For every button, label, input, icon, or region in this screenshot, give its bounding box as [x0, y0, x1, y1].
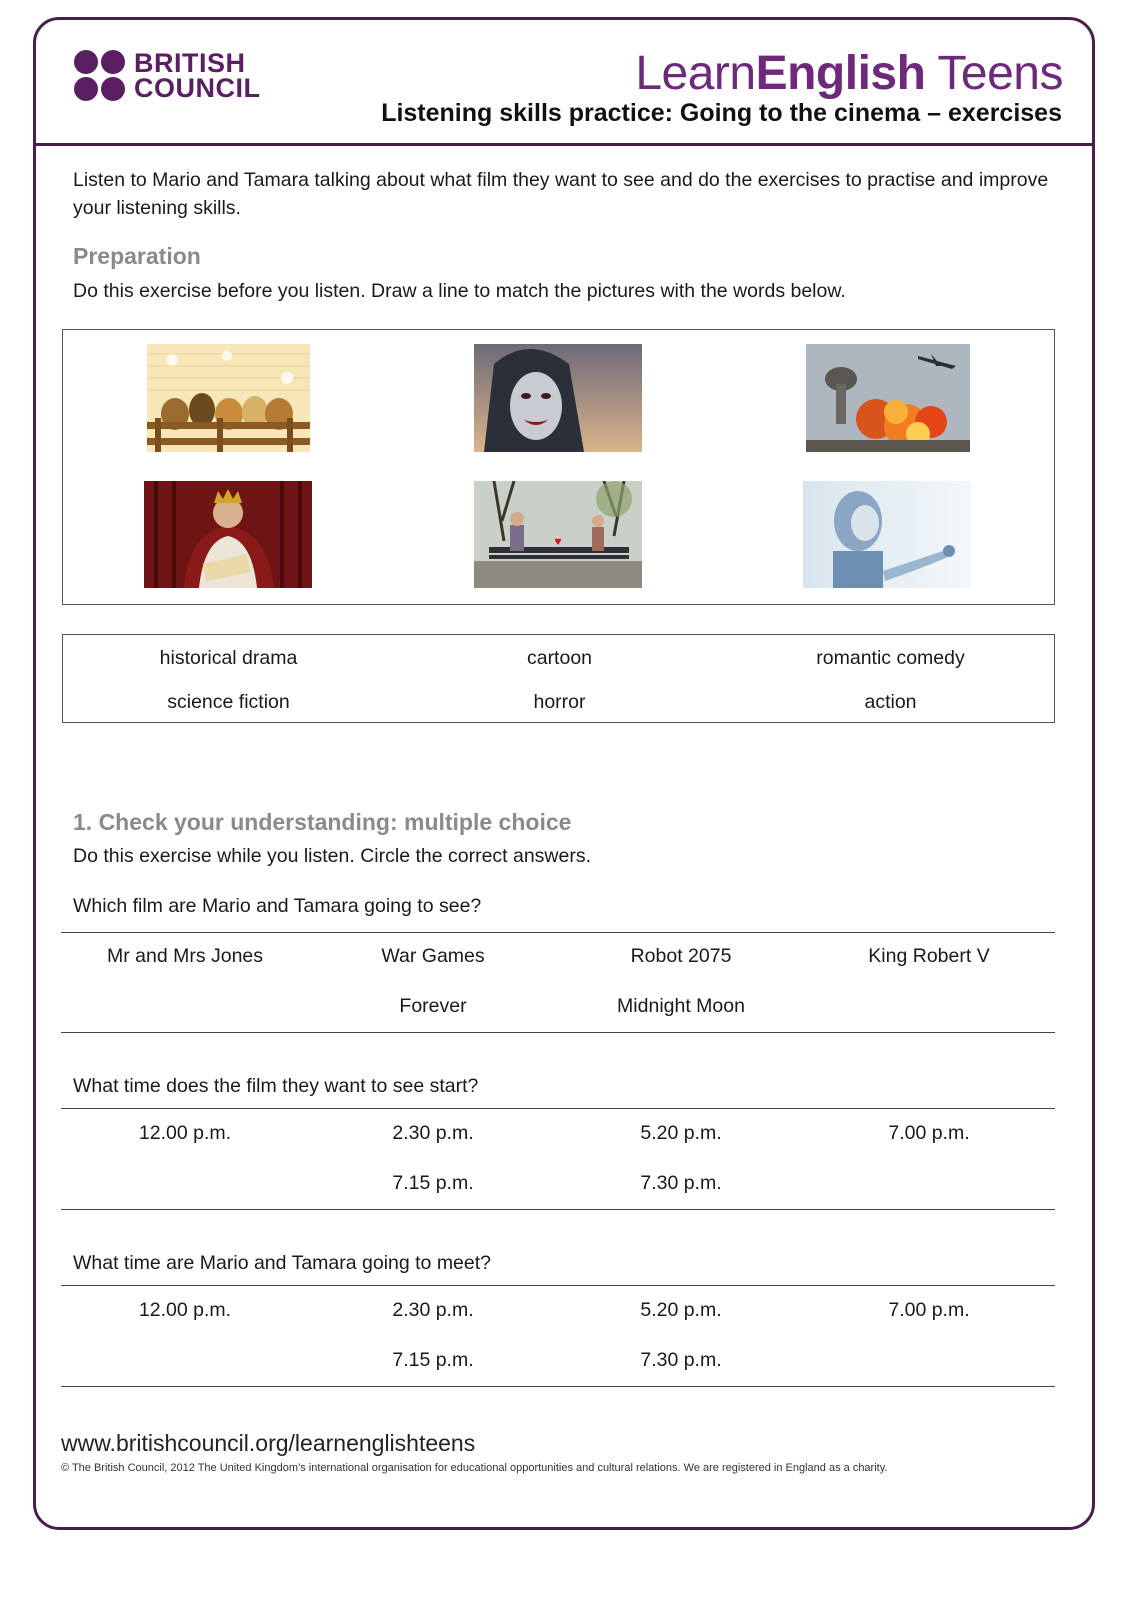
picture-romantic-comedy: [474, 481, 642, 588]
answer-option[interactable]: Midnight Moon: [617, 995, 745, 1017]
word-option: science fiction: [167, 691, 290, 713]
picture-science-fiction: [803, 481, 971, 588]
question-1: Which film are Mario and Tamara going to see?: [73, 895, 482, 917]
answer-option[interactable]: Forever: [399, 995, 467, 1017]
header-divider: [35, 143, 1093, 146]
answer-option[interactable]: Robot 2075: [630, 945, 732, 967]
question-3: What time are Mario and Tamara going to meet?: [73, 1252, 492, 1274]
words-box: [62, 634, 1055, 723]
answer-option[interactable]: 7.30 p.m.: [640, 1349, 722, 1371]
answer-option[interactable]: 7.30 p.m.: [640, 1172, 722, 1194]
answer-option[interactable]: 5.20 p.m.: [640, 1299, 722, 1321]
preparation-heading: Preparation: [73, 243, 201, 269]
exercise-1-instruction: Do this exercise while you listen. Circle the correct answers.: [73, 845, 592, 867]
answer-option[interactable]: 7.15 p.m.: [392, 1172, 474, 1194]
logo-learn: Learn: [635, 47, 756, 100]
answer-option[interactable]: War Games: [381, 945, 485, 967]
question-2: What time does the film they want to see start?: [73, 1075, 479, 1097]
answer-option[interactable]: 7.15 p.m.: [392, 1349, 474, 1371]
logo-line-1: BRITISH: [134, 47, 246, 78]
answer-option[interactable]: 7.00 p.m.: [888, 1122, 970, 1144]
word-option: romantic comedy: [816, 647, 965, 669]
british-council-dots-icon: [74, 50, 125, 101]
answer-option[interactable]: Mr and Mrs Jones: [106, 945, 264, 967]
question-2-options: [61, 1108, 1055, 1210]
picture-cartoon: [147, 344, 310, 452]
pictures-box: [62, 329, 1055, 605]
answer-option[interactable]: King Robert V: [868, 945, 990, 967]
answer-option[interactable]: 12.00 p.m.: [138, 1122, 232, 1144]
british-council-logo: [74, 47, 261, 103]
word-option: historical drama: [159, 647, 298, 669]
exercise-1-heading: 1. Check your understanding: multiple choice: [73, 809, 572, 835]
answer-option[interactable]: 2.30 p.m.: [392, 1122, 474, 1144]
answer-option[interactable]: 5.20 p.m.: [640, 1122, 722, 1144]
footer-copyright: © The British Council, 2012 The United Kingdom’s international organisation for educational opportunities and cultural relations. We are registered in England as a charity.: [61, 1462, 888, 1474]
word-option: horror: [533, 691, 586, 713]
logo-line-2: COUNCIL: [134, 72, 261, 103]
logo-teens: Teens: [925, 47, 1063, 100]
picture-historical-drama: [144, 481, 312, 588]
learnenglish-teens-logo: [635, 46, 1063, 101]
preparation-instruction: Do this exercise before you listen. Draw a line to match the pictures with the words below.: [73, 280, 846, 302]
answer-option[interactable]: 12.00 p.m.: [138, 1299, 232, 1321]
page-title: Listening skills practice: Going to the cinema – exercises: [381, 99, 1062, 127]
word-option: action: [864, 691, 917, 713]
footer-url[interactable]: www.britishcouncil.org/learnenglishteens: [61, 1430, 476, 1456]
word-option: cartoon: [526, 647, 593, 669]
question-3-options: [61, 1285, 1055, 1387]
picture-action: [806, 344, 970, 452]
question-1-options: [61, 932, 1055, 1033]
answer-option[interactable]: 2.30 p.m.: [392, 1299, 474, 1321]
answer-option[interactable]: 7.00 p.m.: [888, 1299, 970, 1321]
picture-horror: [474, 344, 642, 452]
intro-text: Listen to Mario and Tamara talking about what film they want to see and do the exercises to practise and improve your listening skills.: [73, 169, 1049, 219]
logo-english: English: [755, 47, 926, 100]
